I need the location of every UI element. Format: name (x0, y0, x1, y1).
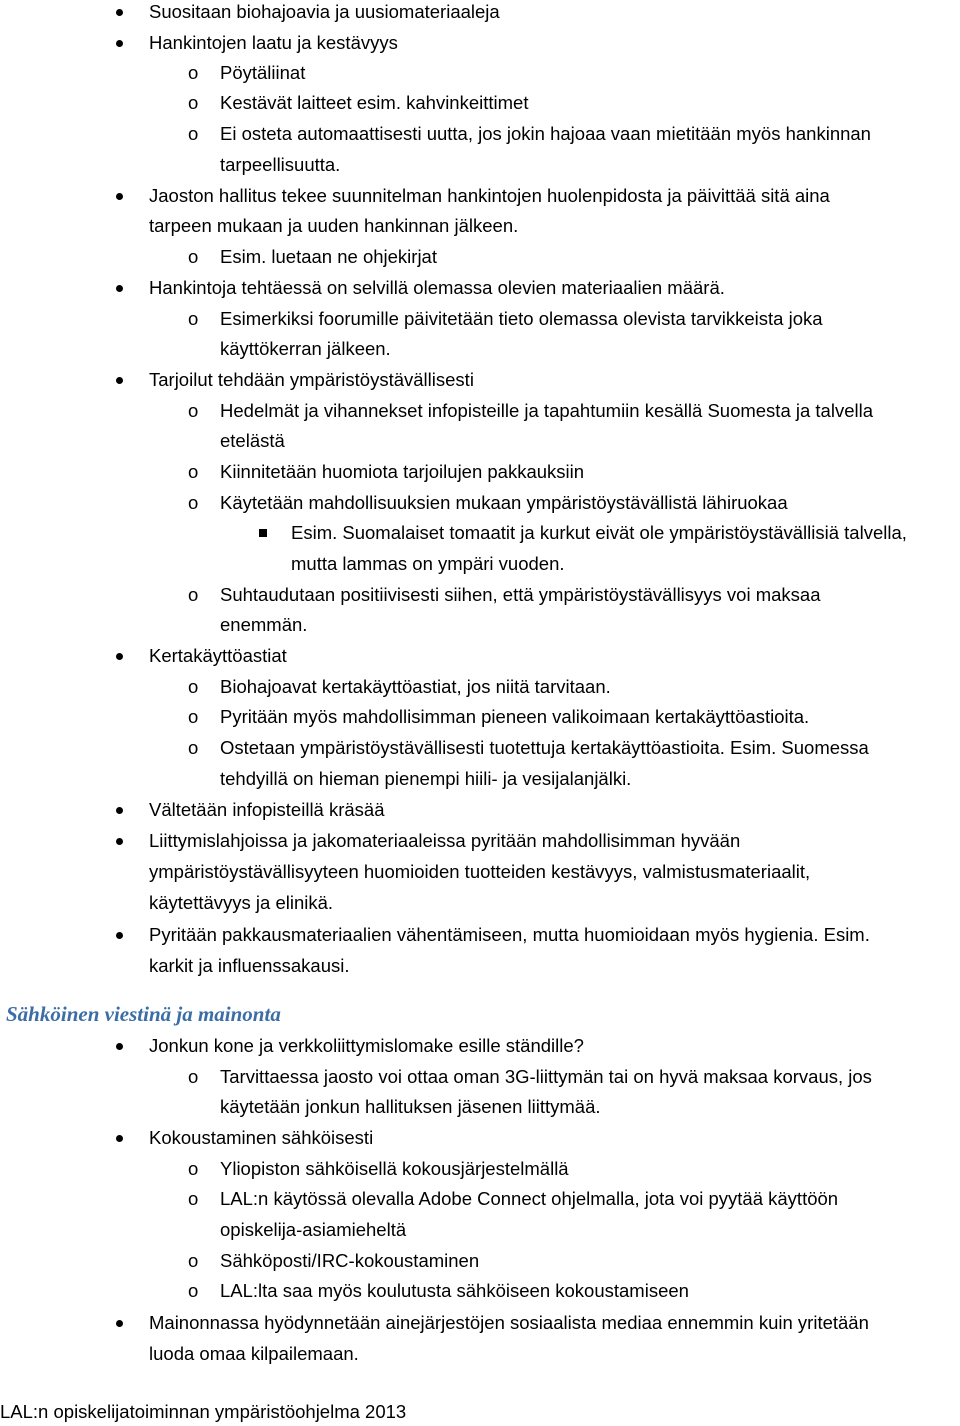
bullet-dot (116, 193, 123, 200)
list-item: Kokoustaminen sähköisesti (149, 1127, 374, 1148)
list-item: Tarvittaessa jaosto voi ottaa oman 3G-liittymän tai on hyvä maksaa korvaus, jos (220, 1066, 872, 1087)
list-item: Ei osteta automaattisesti uutta, jos jokin hajoaa vaan mietitään myös hankinnan (220, 123, 871, 144)
list-item-continuation: käyttökerran jälkeen. (220, 338, 391, 359)
list-item-continuation: tarpeellisuutta. (220, 154, 341, 175)
list-item-continuation: tehdyillä on hieman pienempi hiili- ja vesijalanjälki. (220, 768, 632, 789)
sub-bullet-marker: o (188, 308, 199, 329)
list-item: Mainonnassa hyödynnetään ainejärjestöjen sosiaalista mediaa ennemmin kuin yritetään (149, 1312, 869, 1333)
list-item: Suhtaudutaan positiivisesti siihen, että ympäristöystävällisyys voi maksaa (220, 584, 821, 605)
sub-bullet-marker: o (188, 246, 199, 267)
bullet-dot (116, 9, 123, 16)
sub-bullet-marker: o (188, 676, 199, 697)
list-item-continuation: tarpeen mukaan ja uuden hankinnan jälkeen. (149, 215, 519, 236)
sub-bullet-marker: o (188, 123, 199, 144)
list-item-continuation: mutta lammas on ympäri vuoden. (291, 553, 565, 574)
sub-bullet-marker: o (188, 461, 199, 482)
list-item: Sähköposti/IRC-kokoustaminen (220, 1250, 480, 1271)
sub-bullet-marker: o (188, 1066, 199, 1087)
sub-bullet-marker: o (188, 400, 199, 421)
sub-bullet-marker: o (188, 492, 199, 513)
bullet-dot (116, 1043, 123, 1050)
bullet-dot (116, 285, 123, 292)
sub-bullet-marker: o (188, 584, 199, 605)
list-item: Suositaan biohajoavia ja uusiomateriaaleja (149, 1, 500, 22)
list-item: Esim. luetaan ne ohjekirjat (220, 246, 437, 267)
list-item: Hankintoja tehtäessä on selvillä olemassa olevien materiaalien määrä. (149, 277, 725, 298)
list-item: Liittymislahjoissa ja jakomateriaaleissa pyritään mahdollisimman hyvään (149, 830, 741, 851)
list-item: Tarjoilut tehdään ympäristöystävällisesti (149, 369, 474, 390)
list-item: Esim. Suomalaiset tomaatit ja kurkut eivät ole ympäristöystävällisiä talvella, (291, 522, 907, 543)
bullet-dot (116, 1135, 123, 1142)
section-heading: Sähköinen viestinä ja mainonta (6, 1002, 281, 1026)
list-item: Pyritään pakkausmateriaalien vähentämiseen, mutta huomioidaan myös hygienia. Esim. (149, 924, 870, 945)
list-item: Vältetään infopisteillä kräsää (149, 799, 385, 820)
list-item: Esimerkiksi foorumille päivitetään tieto olemassa olevista tarvikkeista joka (220, 308, 823, 329)
bullet-dot (116, 932, 123, 939)
sub-bullet-marker: o (188, 92, 199, 113)
list-item-continuation: etelästä (220, 430, 285, 451)
bullet-dot (116, 653, 123, 660)
list-item: Pyritään myös mahdollisimman pieneen valikoimaan kertakäyttöastioita. (220, 706, 810, 727)
sub-bullet-marker: o (188, 1250, 199, 1271)
list-item-continuation: käytettävyys ja elinikä. (149, 892, 334, 913)
bullet-dot (116, 377, 123, 384)
sub-bullet-marker: o (188, 706, 199, 727)
list-item: LAL:n käytössä olevalla Adobe Connect ohjelmalla, jota voi pyytää käyttöön (220, 1188, 839, 1209)
list-item: Pöytäliinat (220, 62, 306, 83)
sub-bullet-marker: o (188, 1280, 199, 1301)
sub-bullet-marker: o (188, 1188, 199, 1209)
list-item: Hankintojen laatu ja kestävyys (149, 32, 398, 53)
bullet-dot (116, 838, 123, 845)
list-item: Kiinnitetään huomiota tarjoilujen pakkauksiin (220, 461, 585, 482)
list-item: Kestävät laitteet esim. kahvinkeittimet (220, 92, 529, 113)
list-item: Biohajoavat kertakäyttöastiat, jos niitä tarvitaan. (220, 676, 611, 697)
sub-bullet-marker: o (188, 737, 199, 758)
list-item-continuation: käytetään jonkun hallituksen jäsenen liittymää. (220, 1096, 601, 1117)
list-item: Ostetaan ympäristöystävällisesti tuotettuja kertakäyttöastioita. Esim. Suomessa (220, 737, 869, 758)
sub-bullet-marker: o (188, 1158, 199, 1179)
list-item: Käytetään mahdollisuuksien mukaan ympäristöystävällistä lähiruokaa (220, 492, 788, 513)
list-item: Jonkun kone ja verkkoliittymislomake esille ständille? (149, 1035, 584, 1056)
list-item: Hedelmät ja vihannekset infopisteille ja tapahtumiin kesällä Suomesta ja talvella (220, 400, 874, 421)
bullet-dot (116, 1320, 123, 1327)
list-item-continuation: opiskelija-asiamieheltä (220, 1219, 407, 1240)
page-footer: LAL:n opiskelijatoiminnan ympäristöohjelma 2013 (0, 1401, 407, 1422)
list-item-continuation: enemmän. (220, 614, 308, 635)
list-item-continuation: karkit ja influenssakausi. (149, 955, 350, 976)
bullet-dot (116, 807, 123, 814)
list-item-continuation: luoda omaa kilpailemaan. (149, 1343, 359, 1364)
list-item: Kertakäyttöastiat (149, 645, 287, 666)
list-item: Jaoston hallitus tekee suunnitelman hankintojen huolenpidosta ja päivittää sitä aina (149, 185, 830, 206)
list-item: LAL:lta saa myös koulutusta sähköiseen kokoustamiseen (220, 1280, 689, 1301)
sub-bullet-marker: o (188, 62, 199, 83)
square-bullet (259, 529, 267, 537)
list-item: Yliopiston sähköisellä kokousjärjestelmällä (220, 1158, 569, 1179)
bullet-dot (116, 40, 123, 47)
list-item-continuation: ympäristöystävällisyyteen huomioiden tuotteiden kestävyys, valmistusmateriaalit, (149, 861, 811, 882)
